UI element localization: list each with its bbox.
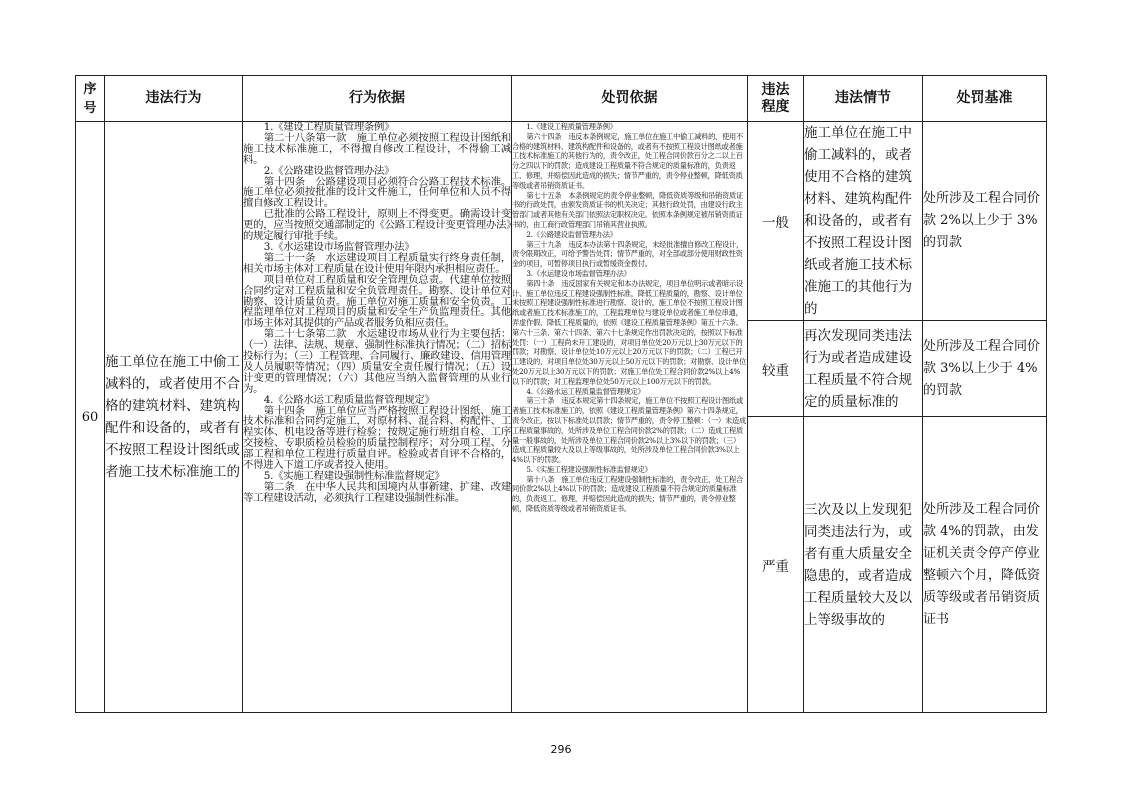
penalty-paragraph: 第十八条 施工单位违反工程建设强制性标准的，责令改正，处工程合同价款2%以上4%以下的罚款；造成建设工程质量不符合规定的质量标准的，负责返工、修理，并赔偿因此造成的损失；情节严重的，责令停业整顿，降低资质等级或者吊销资质证书。 <box>512 474 744 514</box>
penalty-paragraph: 2.《公路建设监督管理办法》 <box>526 229 617 239</box>
header-circumstance: 违法情节 <box>804 76 923 122</box>
basis-paragraph: 1.《建设工程质量管理条例》 <box>263 121 395 133</box>
basis-paragraph: 项目单位对工程质量和安全管理负总责。代建单位按照合同约定对工程质量和安全负管理责任。勘察、设计单位对勘察、设计质量负责。施工单位对施工质量和安全负责。工程监理单位对工程项目的质量和安全生产负监理责任。其他市场主体对其提供的产品或者服务负相应责任。 <box>243 273 511 330</box>
penalty-paragraph: 第六十四条 违反本条例规定，施工单位在施工中偷工减料的，使用不合格的建筑材料、建筑构配件和设备的，或者有不按照工程设计图纸或者施工技术标准施工的其他行为的，责令改正，处工程合同价款百分之二以上百分之四以下的罚款；造成建设工程质量不符合规定的质量标准的，负责返工、修理，并赔偿因此造成的损失；情节严重的，责令停业整顿，降低资质等级或者吊销资质证书。 <box>512 131 744 190</box>
penalty-paragraph: 5.《实施工程建设强制性标准监督规定》 <box>526 464 652 474</box>
basis-paragraph: 2.《公路建设监督管理办法》 <box>263 164 395 177</box>
basis-paragraph: 第二十八条第一款 施工单位必须按照工程设计图纸和施工技术标准施工，不得擅自修改工程设计，不得偷工减料。 <box>243 131 511 166</box>
penalty-paragraph: 第三十九条 违反本办法第十四条规定，未经批准擅自修改工程设计，责令限期改正，可给予警告处罚；情节严重的，对全部或部分使用财政性资金的项目，可暂停项目执行或暂缓资金拨付。 <box>512 239 744 269</box>
standard-severe: 处所涉及工程合同价款 4%的罚款，由发证机关责令停产停业整顿六个月，降低资质等级或者吊销资质证书 <box>923 417 1047 713</box>
basis-paragraph: 第二十七条第二款 水运建设市场从业行为主要包括：（一）法律、法规、规章、强制性标准执行情况；（二）招标投标行为；（三）工程管理、合同履行、廉政建设、信用管理及人员履职等情况；（四）质量安全责任履行情况；（五）设计变更的管理情况；（六）其他应当纳入监督管理的从业行为。 <box>243 328 511 395</box>
penalty-paragraph: 4.《公路水运工程质量监督管理规定》 <box>526 386 645 396</box>
table-row <box>76 122 1047 321</box>
basis-paragraph: 4.《公路水运工程质量监督管理规定》 <box>263 393 435 406</box>
penalty-paragraph: 1.《建设工程质量管理条例》 <box>526 122 617 131</box>
circumstance-general: 施工单位在施工中偷工减料的，或者使用不合格的建筑材料、建筑构配件和设备的，或者有不按照工程设计图纸或者施工技术标准施工的其他行为的 <box>804 122 923 321</box>
basis-paragraph: 第二条 在中华人民共和国境内从事新建、扩建、改建等工程建设活动，必须执行工程建设强制性标准。 <box>243 480 511 504</box>
basis-cell <box>243 122 512 713</box>
penalty-paragraph: 3.《水运建设市场监督管理办法》 <box>526 268 631 278</box>
basis-paragraph: 3.《水运建设市场监督管理办法》 <box>263 240 415 253</box>
basis-paragraph: 第十四条 公路建设项目必须符合公路工程技术标准。施工单位必须按批准的设计文件施工，任何单位和人员不得擅自修改工程设计。 <box>243 175 511 210</box>
header-row <box>76 76 1047 122</box>
degree-severe: 严重 <box>748 417 804 713</box>
standard-general: 处所涉及工程合同价款 2%以上少于 3%的罚款 <box>923 122 1047 321</box>
header-behavior: 违法行为 <box>105 76 243 122</box>
header-basis: 行为依据 <box>243 76 512 122</box>
basis-paragraph: 第二十一条 水运建设项目工程质量实行终身责任制，相关市场主体对工程质量在设计使用年限内承担相应责任。 <box>243 251 511 275</box>
header-standard: 处罚基准 <box>923 76 1047 122</box>
penalty-paragraph: 第三十条 违反本规定第十四条规定，施工单位不按照工程设计图纸或者施工技术标准施工的，依照《建设工程质量管理条例》第六十四条规定，责令改正，按以下标准处以罚款；情节严重的，责令停工整顿：（一）未造成工程质量事故的，处所涉及单位工程合同价款2%的罚款；（二）造成工程质量一般事故的，处所涉及单位工程合同价款2%以上3%以下的罚款；（三）造成工程质量较大及以上等级事故的，处所涉及单位工程合同价款3%以上4%以下的罚款。 <box>512 396 746 465</box>
degree-serious: 较重 <box>748 321 804 417</box>
header-penalty-basis: 处罚依据 <box>512 76 748 122</box>
header-degree: 违法程度 <box>748 76 804 122</box>
seq-cell: 60 <box>76 122 105 713</box>
basis-paragraph: 第十四条 施工单位应当严格按照工程设计图纸、施工技术标准和合同约定施工，对原材料、混合料、构配件、工程实体、机电设备等进行检验；按规定施行班组自检、工序交接检、专职质检员检验的质量控制程序；对分项工程、分部工程和单位工程进行质量自评。检验或者自评不合格的，不得进入下道工序或者投入使用。 <box>243 404 511 472</box>
basis-paragraph: 已批准的公路工程设计，原则上不得变更。确需设计变更的，应当按照交通部制定的《公路工程设计变更管理办法》的规定履行审批手续。 <box>243 208 511 243</box>
penalty-table <box>75 75 1047 713</box>
basis-paragraph: 5.《实施工程建设强制性标准监督规定》 <box>263 470 445 482</box>
penalty-paragraph: 第七十五条 本条例规定的责令停业整顿，降低资质等级和吊销资质证书的行政处罚，由颁发资质证书的机关决定；其他行政处罚，由建设行政主管部门或者其他有关部门依照法定职权决定。依照本条例规定被吊销资质证书的，由工商行政管理部门吊销其营业执照。 <box>512 190 744 229</box>
degree-general: 一般 <box>748 122 804 321</box>
behavior-cell: 施工单位在施工中偷工减料的，或者使用不合格的建筑材料、建筑构配件和设备的，或者有不按照工程设计图纸或者施工技术标准施工的 <box>105 122 243 713</box>
circumstance-serious: 再次发现同类违法行为或者造成建设工程质量不符合规定的质量标准的 <box>804 321 923 417</box>
penalty-basis-cell <box>512 122 748 713</box>
header-seq: 序号 <box>76 76 105 122</box>
standard-serious: 处所涉及工程合同价款 3%以上少于 4%的罚款 <box>923 321 1047 417</box>
penalty-paragraph: 第四十条 违反国家有关规定和本办法规定，项目单位明示或者暗示设计、施工单位违反工程建设强制性标准，降低工程质量的，勘察、设计单位未按照工程建设强制性标准进行勘察、设计的，施工单位不按照工程设计图纸或者施工技术标准施工的，工程监理单位与建设单位或者施工单位串通，弄虚作假、降低工程质量的，依照《建设工程质量管理条例》第五十六条、第六十三条、第六十四条、第六十七条规定作出罚款决定的，按照以下标准处罚：（一）工程尚未开工建设的，对项目单位处20万元以上30万元以下的罚款；对勘察、设计单位处10万元以上20万元以下的罚款；（二）工程已开工建设的，对项目单位处30万元以上50万元以下的罚款；对勘察、设计单位处20万元以上30万元以下的罚款；对施工单位处工程合同价款2%以上4%以下的罚款；对工程监理单位处50万元以上100万元以下的罚款。 <box>512 278 747 386</box>
page-number: 296 <box>550 743 572 756</box>
circumstance-severe: 三次及以上发现犯同类违法行为，或者有重大质量安全隐患的，或者造成工程质量较大及以上等级事故的 <box>804 417 923 713</box>
